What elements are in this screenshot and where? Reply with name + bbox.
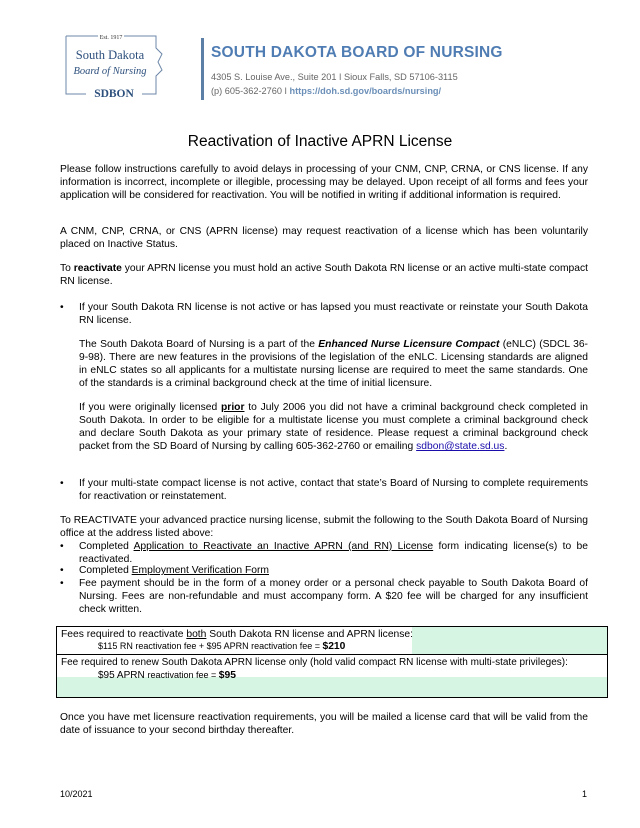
org-address: 4305 S. Louise Ave., Suite 201 ǀ Sioux Falls, SD 57106-3115 bbox=[211, 72, 458, 82]
seal-est: Est. 1917 bbox=[99, 35, 123, 41]
org-phone: (p) 605-362-2760 ǀ bbox=[211, 86, 290, 96]
fee-aprn-label: Fee required to renew South Dakota APRN license only (hold valid compact RN license with multi-state privileges): bbox=[61, 657, 568, 668]
bullet-dot: • bbox=[60, 478, 64, 489]
bullet-dot: • bbox=[60, 302, 64, 313]
intro-paragraph: Please follow instructions carefully to avoid delays in processing of your CNM, CNP, CRNA, or CNS license. If any information is incorrect, incomplete or illegible, processing may be delayed. Upon receipt of all forms and fees your application will be considered for reactivation. You will be notified in writing if additional information is required. bbox=[60, 164, 588, 202]
footer-date: 10/2021 bbox=[60, 789, 93, 799]
eligibility-paragraph: A CNM, CNP, CRNA, or CNS (APRN license) may request reactivation of a license which has been voluntarily placed on Inactive Status. bbox=[60, 226, 588, 251]
bullet-dot: • bbox=[60, 578, 64, 589]
prior-2006-paragraph: If you were originally licensed prior to July 2006 you did not have a criminal background check completed in South Dakota. In order to be eligible for a multistate license you must complete a criminal background check and declare South Dakota as your primary state of residence. Please request a criminal background check packet from the SD Board of Nursing by calling 605-362-2760 or emailing sdbon@state.sd.us. bbox=[79, 402, 588, 453]
seal-abbr: SDBON bbox=[94, 88, 134, 100]
fee-both-label: Fees required to reactivate both South Dakota RN license and APRN license: bbox=[61, 629, 414, 640]
closing-paragraph: Once you have met licensure reactivation requirements, you will be mailed a license card that will be valid from the date of issuance to your second birthday thereafter. bbox=[60, 712, 588, 737]
item-employment-form: Completed Employment Verification Form bbox=[79, 565, 269, 576]
item-application-form: Completed Application to Reactivate an Inactive APRN (and RN) License form indicating license(s) to be reactivated. bbox=[79, 541, 588, 566]
fee-aprn-calc: $95 APRN reactivation fee = $95 bbox=[98, 670, 236, 681]
fee-row-both bbox=[57, 627, 607, 655]
reactivate-paragraph: To reactivate your APRN license you must hold an active South Dakota RN license or an active multi-state compact RN license. bbox=[60, 263, 588, 288]
bullet-dot: • bbox=[60, 565, 64, 576]
org-name: SOUTH DAKOTA BOARD OF NURSING bbox=[211, 44, 503, 61]
fee-both-calc: $115 RN reactivation fee + $95 APRN reactivation fee = $210 bbox=[98, 641, 346, 652]
sdbon-email-link[interactable]: sdbon@state.sd.us bbox=[416, 441, 505, 453]
page-number: 1 bbox=[582, 789, 588, 799]
employment-form-link[interactable]: Employment Verification Form bbox=[131, 565, 269, 576]
item-fee-payment: Fee payment should be in the form of a money order or a personal check payable to South Dakota Board of Nursing. Fees are non-refundable and must accompany form. A $20 fee will be charged for any insufficient check written. bbox=[79, 578, 588, 616]
sdbon-seal-logo bbox=[58, 32, 170, 102]
submit-intro: To REACTIVATE your advanced practice nursing license, submit the following to the South Dakota Board of Nursing office at the address listed above: bbox=[60, 515, 588, 540]
header-divider bbox=[201, 38, 204, 100]
seal-line1: South Dakota bbox=[75, 48, 145, 62]
page-title: Reactivation of Inactive APRN License bbox=[187, 133, 453, 150]
org-website-link[interactable]: https://doh.sd.gov/boards/nursing/ bbox=[289, 86, 442, 96]
fee-table bbox=[56, 626, 608, 698]
fee-row-aprn-only bbox=[57, 655, 607, 697]
application-form-link[interactable]: Application to Reactivate an Inactive APRN (and RN) License bbox=[133, 541, 434, 552]
enlc-paragraph: The South Dakota Board of Nursing is a part of the Enhanced Nurse Licensure Compact (eNLC) (SDCL 36-9-98). There are new features in the provisions of the legislation of the eNLC. Licensing standards are aligned in eNLC states so all applicants for a multistate nursing license are required to meet the same standards. One of the standards is a criminal background check at the time of initial licensure. bbox=[79, 339, 588, 390]
fee-highlight bbox=[412, 627, 607, 654]
bullet-rn-lapsed: If your South Dakota RN license is not active or has lapsed you must reactivate or reinstate your South Dakota RN license. bbox=[79, 302, 588, 327]
bullet-dot: • bbox=[60, 541, 64, 552]
seal-line2: Board of Nursing bbox=[73, 66, 147, 77]
org-contact bbox=[211, 86, 441, 96]
bullet-compact-inactive: If your multi-state compact license is not active, contact that state’s Board of Nursing to complete requirements for reactivation or reinstatement. bbox=[79, 478, 588, 503]
